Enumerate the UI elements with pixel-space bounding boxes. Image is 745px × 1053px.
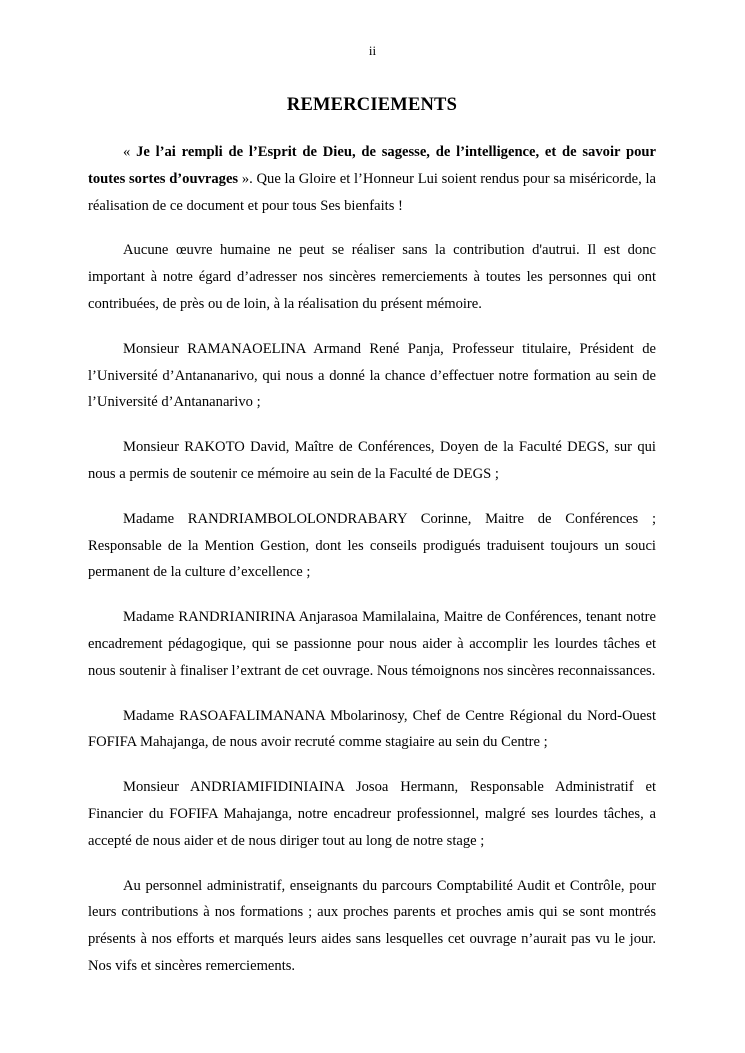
paragraph-professional-supervisor: Monsieur ANDRIAMIFIDINIAINA Josoa Hermann, Responsable Administratif et Financier du FOFIFA Mahajanga, notre encadreur professionnel, malgré ses lourdes tâches, a accepté de nous aider et de nous diriger tout au long de notre stage ;: [88, 779, 656, 849]
paragraph-center-chief: Madame RASOAFALIMANANA Mbolarinosy, Chef de Centre Régional du Nord-Ouest FOFIFA Mahajanga, de nous avoir recruté comme stagiaire au sein du Centre ;: [88, 707, 656, 751]
epigraph-open-quote: «: [123, 144, 137, 160]
page-number: ii: [368, 43, 377, 58]
paragraph-faculty-dean: Monsieur RAKOTO David, Maître de Conférences, Doyen de la Faculté DEGS, sur qui nous a permis de soutenir ce mémoire au sein de la Faculté de DEGS ;: [88, 439, 656, 482]
paragraph-university-president: Monsieur RAMANAOELINA Armand René Panja, Professeur titulaire, Président de l’Université d’Antananarivo, qui nous a donné la chance d’effectuer notre formation au sein de l’Université d’Antananarivo ;: [88, 340, 656, 411]
paragraph-mention-head: Madame RANDRIAMBOLOLONDRABARY Corinne, Maitre de Conférences ; Responsable de la Mention Gestion, dont les conseils prodigués traduisent toujours un souci permanent de la culture d’excellence ;: [88, 510, 656, 581]
paragraph-staff-and-family: Au personnel administratif, enseignants du parcours Comptabilité Audit et Contrôle, pour leurs contributions à nos formations ; aux proches parents et proches amis qui se sont montrés présents à nos efforts et marqués leurs aides sans lesquelles cet ouvrage n’aurait pas vu le jour. Nos vifs et sincères remerciements.: [88, 877, 656, 974]
acknowledgements-body: [88, 139, 656, 998]
page-title: REMERCIEMENTS: [286, 95, 458, 115]
epigraph-rest: ». Que la Gloire et l’Honneur Lui soient rendus pour sa miséricorde, la réalisation de ce document et pour tous Ses bienfaits !: [88, 170, 656, 214]
paragraph-contribution: Aucune œuvre humaine ne peut se réaliser sans la contribution d'autrui. Il est donc important à notre égard d’adresser nos sincères remerciements à toutes les personnes qui ont contribuées, de près ou de loin, à la réalisation du présent mémoire.: [88, 242, 656, 312]
epigraph-quote: Je l’ai rempli de l’Esprit de Dieu, de sagesse, de l’intelligence, et de savoir pour toutes sortes d’ouvrages: [88, 144, 656, 187]
paragraph-academic-supervisor: Madame RANDRIANIRINA Anjarasoa Mamilalaina, Maitre de Conférences, tenant notre encadrement pédagogique, qui se passionne pour nous aider à accomplir les lourdes tâches et nous soutenir à finaliser l’extrant de cet ouvrage. Nous témoignons nos sincères reconnaissances.: [88, 609, 656, 679]
epigraph-paragraph: [88, 139, 656, 219]
